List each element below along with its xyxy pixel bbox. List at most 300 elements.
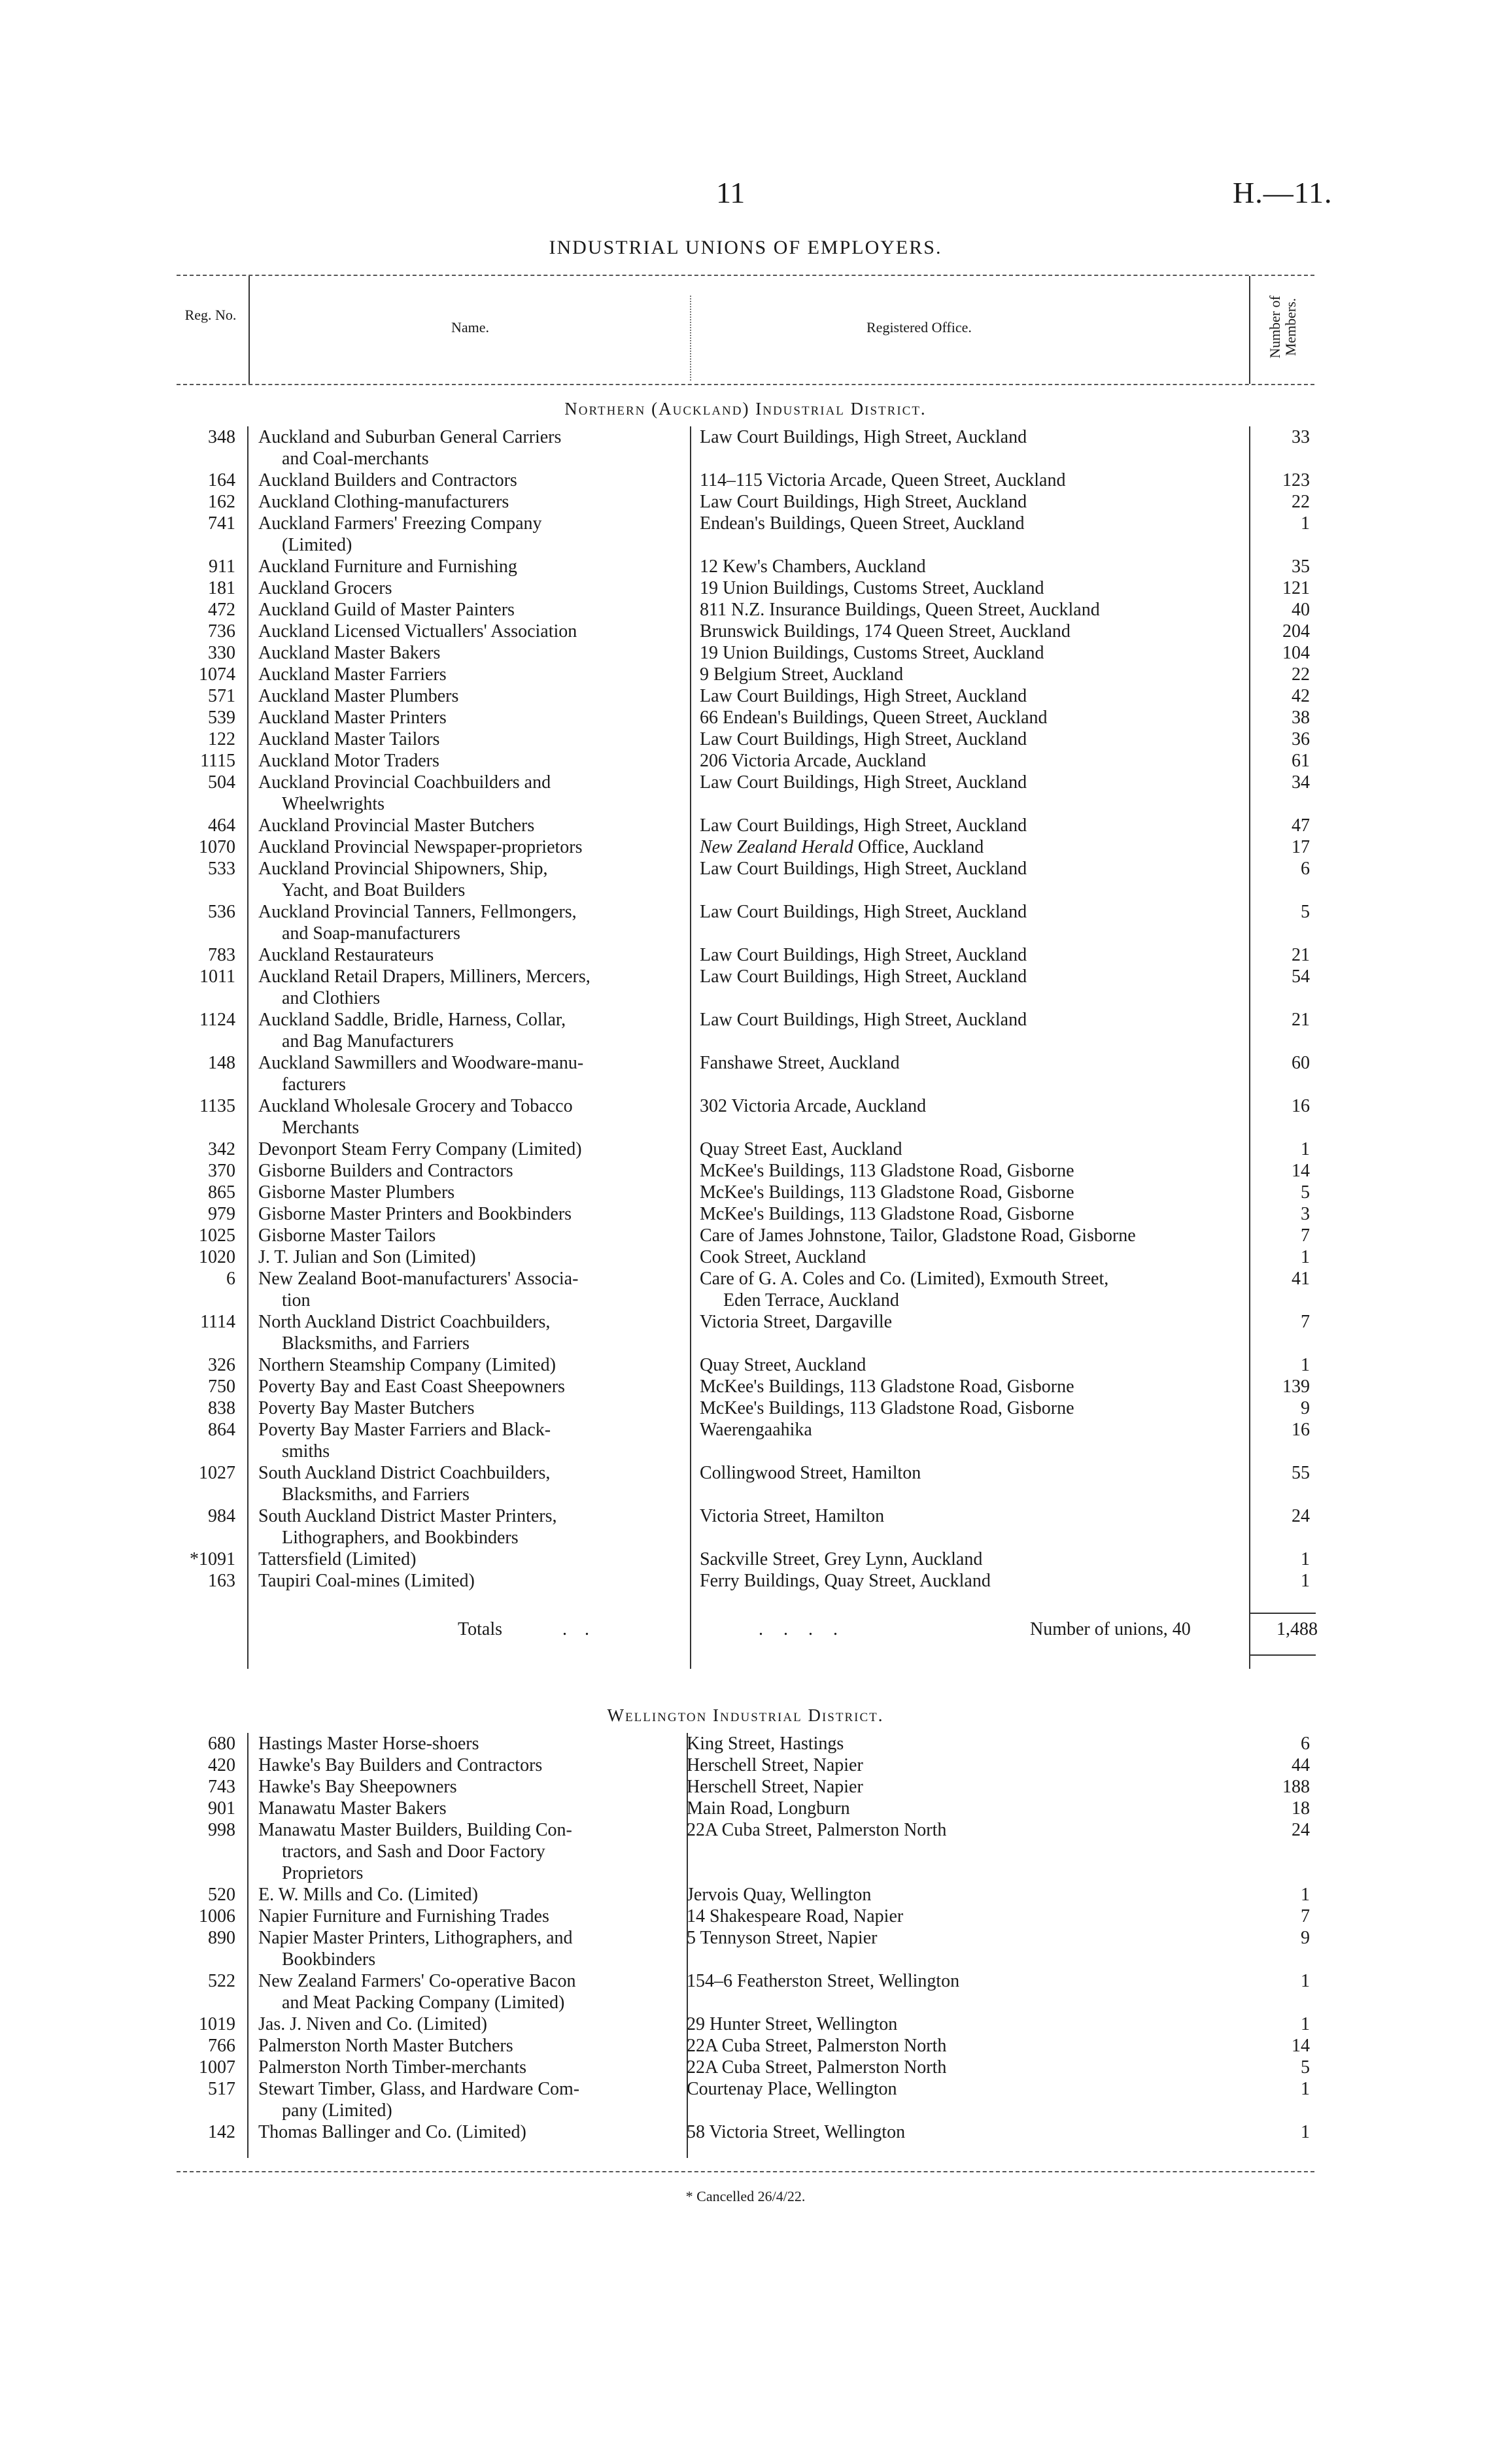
reg-number: 984 <box>208 1506 235 1526</box>
registered-office-line: 22A Cuba Street, Palmerston North <box>687 2036 947 2056</box>
union-name <box>258 750 677 772</box>
registered-office <box>700 1246 1429 1268</box>
union-name-cont: Wheelwrights <box>282 794 385 814</box>
reg-number: 472 <box>208 600 235 620</box>
member-count: 5 <box>1301 2057 1310 2078</box>
union-name <box>258 901 677 944</box>
union-name <box>258 1505 677 1549</box>
registered-office <box>700 664 1429 685</box>
reg-number: 1070 <box>199 837 235 857</box>
union-name-line: Auckland Farmers' Freezing Company <box>258 513 542 534</box>
union-name <box>258 2057 677 2078</box>
registered-office-line: Law Court Buildings, High Street, Auckland <box>700 729 1027 749</box>
union-name <box>258 707 677 728</box>
union-name <box>258 1419 677 1462</box>
union-name-cont: tion <box>282 1290 311 1310</box>
member-count: 5 <box>1301 1182 1310 1203</box>
reg-number: 680 <box>208 1734 235 1754</box>
registered-office <box>700 513 1429 534</box>
union-name-line: Auckland Provincial Newspaper-proprietors <box>258 837 583 857</box>
document-code: H.—11. <box>1233 176 1333 209</box>
member-count: 7 <box>1301 1312 1310 1332</box>
registered-office <box>700 491 1429 513</box>
member-count: 21 <box>1292 945 1310 965</box>
reg-number: 142 <box>208 2122 235 2142</box>
reg-number: 783 <box>208 945 235 965</box>
union-name-line: New Zealand Boot-manufacturers' Associa- <box>258 1269 579 1289</box>
registered-office-line: 19 Union Buildings, Customs Street, Auckland <box>700 578 1044 598</box>
union-name-cont: and Soap-manufacturers <box>282 923 460 944</box>
reg-number: 911 <box>209 556 235 577</box>
registered-office <box>700 1052 1429 1074</box>
registered-office-line: Care of James Johnstone, Tailor, Gladstone Road, Gisborne <box>700 1225 1136 1246</box>
wellington-table <box>177 1733 1314 2158</box>
union-name-line: Poverty Bay Master Butchers <box>258 1398 475 1418</box>
union-name-cont: Blacksmiths, and Farriers <box>282 1484 470 1505</box>
union-name-line: Gisborne Master Tailors <box>258 1225 436 1246</box>
reg-number: 750 <box>208 1377 235 1397</box>
member-count: 3 <box>1301 1204 1310 1224</box>
registered-office-line: Law Court Buildings, High Street, Auckland <box>700 945 1027 965</box>
reg-number: 536 <box>208 902 235 922</box>
member-count: 40 <box>1292 600 1310 620</box>
union-name <box>258 944 677 966</box>
union-name <box>258 858 677 901</box>
registered-office-cont: Eden Terrace, Auckland <box>723 1290 899 1310</box>
reg-number: 1020 <box>199 1247 235 1267</box>
union-name <box>258 599 677 621</box>
member-count: 33 <box>1292 427 1310 447</box>
union-name-line: Palmerston North Timber-merchants <box>258 2057 527 2078</box>
registered-office-line: Waerengaahika <box>700 1420 812 1440</box>
union-name <box>258 1733 677 1754</box>
registered-office-line: McKee's Buildings, 113 Gladstone Road, Gisborne <box>700 1182 1074 1203</box>
member-count: 21 <box>1292 1010 1310 1030</box>
reg-number: 890 <box>208 1928 235 1948</box>
member-count: 61 <box>1292 751 1310 771</box>
member-count: 38 <box>1292 708 1310 728</box>
member-count: 55 <box>1292 1463 1310 1483</box>
reg-number: 326 <box>208 1355 235 1375</box>
union-name <box>258 642 677 664</box>
member-count: 204 <box>1282 621 1310 642</box>
reg-number: 163 <box>208 1571 235 1591</box>
registered-office <box>700 858 1429 880</box>
registered-office <box>700 599 1429 621</box>
union-name <box>258 772 677 815</box>
registered-office <box>700 1462 1429 1484</box>
registered-office <box>700 577 1429 599</box>
reg-number: 1135 <box>199 1096 235 1116</box>
reg-number: 998 <box>208 1820 235 1840</box>
reg-number: 1114 <box>200 1312 235 1332</box>
registered-office-line: Law Court Buildings, High Street, Auckland <box>700 686 1027 706</box>
union-name-line: Auckland Grocers <box>258 578 392 598</box>
member-count: 42 <box>1292 686 1310 706</box>
member-count: 34 <box>1292 772 1310 793</box>
union-name-cont: and Meat Packing Company (Limited) <box>282 1993 565 2013</box>
union-name-line: Auckland Provincial Shipowners, Ship, <box>258 859 548 879</box>
union-name <box>258 2013 677 2035</box>
registered-office <box>700 1009 1429 1031</box>
registered-office <box>700 685 1429 707</box>
reg-number: 148 <box>208 1053 235 1073</box>
union-name <box>258 1570 677 1592</box>
reg-number: 766 <box>208 2036 235 2056</box>
reg-number: 330 <box>208 643 235 663</box>
union-name-line: Auckland Guild of Master Painters <box>258 600 515 620</box>
member-count: 1 <box>1301 1885 1310 1905</box>
registered-office-line: 14 Shakespeare Road, Napier <box>687 1906 904 1926</box>
reg-number: 1124 <box>199 1010 235 1030</box>
reg-number: 6 <box>226 1269 235 1289</box>
footnote: * Cancelled 26/4/22. <box>685 2188 806 2204</box>
union-name-line: Auckland Licensed Victuallers' Association <box>258 621 577 642</box>
member-count: 22 <box>1292 492 1310 512</box>
union-name-line: Tattersfield (Limited) <box>258 1549 417 1569</box>
registered-office-line: 29 Hunter Street, Wellington <box>687 2014 898 2034</box>
reg-number: 370 <box>208 1161 235 1181</box>
registered-office-line: Law Court Buildings, High Street, Auckland <box>700 492 1027 512</box>
union-name <box>258 1376 677 1397</box>
member-count: 1 <box>1301 513 1310 534</box>
registered-office <box>700 1311 1429 1333</box>
union-name <box>258 513 677 556</box>
registered-office-line: Victoria Street, Dargaville <box>700 1312 893 1332</box>
registered-office <box>700 556 1429 577</box>
registered-office <box>700 1182 1429 1203</box>
union-name <box>258 685 677 707</box>
registered-office-line: 12 Kew's Chambers, Auckland <box>700 556 926 577</box>
reg-number: 520 <box>208 1885 235 1905</box>
wellington-district-title: Wellington Industrial District. <box>607 1705 884 1725</box>
reg-number: 342 <box>208 1139 235 1159</box>
registered-office <box>700 815 1429 836</box>
registered-office-line: Law Court Buildings, High Street, Auckland <box>700 967 1027 987</box>
reg-number: 1019 <box>199 2014 235 2034</box>
registered-office-line: 66 Endean's Buildings, Queen Street, Auckland <box>700 708 1048 728</box>
union-name-line: Poverty Bay and East Coast Sheepowners <box>258 1377 565 1397</box>
union-name-line: Auckland Provincial Tanners, Fellmongers, <box>258 902 577 922</box>
registered-office-line: Main Road, Longburn <box>687 1798 850 1819</box>
member-count: 16 <box>1292 1420 1310 1440</box>
union-name <box>258 1354 677 1376</box>
reg-number: 901 <box>208 1798 235 1819</box>
registered-office-line: Law Court Buildings, High Street, Auckland <box>700 427 1027 447</box>
union-name-line: Auckland Master Farriers <box>258 664 447 685</box>
registered-office-line: 811 N.Z. Insurance Buildings, Queen Street, Auckland <box>700 600 1100 620</box>
member-count: 5 <box>1301 902 1310 922</box>
member-count: 41 <box>1292 1269 1310 1289</box>
union-name <box>258 1970 677 2013</box>
reg-number: 1027 <box>199 1463 235 1483</box>
union-name <box>258 1754 677 1776</box>
registered-office-line: 206 Victoria Arcade, Auckland <box>700 751 927 771</box>
member-count: 1 <box>1301 1571 1310 1591</box>
union-name <box>258 621 677 642</box>
union-name-line: E. W. Mills and Co. (Limited) <box>258 1885 478 1905</box>
union-name-line: Auckland Wholesale Grocery and Tobacco <box>258 1096 573 1116</box>
member-count: 6 <box>1301 1734 1310 1754</box>
reg-number: 420 <box>208 1755 235 1775</box>
union-name-line: Manawatu Master Bakers <box>258 1798 447 1819</box>
registered-office <box>700 944 1429 966</box>
column-header-office: Registered Office. <box>866 319 972 335</box>
union-name <box>258 1884 677 1906</box>
member-count: 1 <box>1301 1971 1310 1991</box>
registered-office <box>700 1570 1429 1592</box>
registered-office-line: Sackville Street, Grey Lynn, Auckland <box>700 1549 983 1569</box>
registered-office-line: Cook Street, Auckland <box>700 1247 866 1267</box>
member-count: 16 <box>1292 1096 1310 1116</box>
member-count: 14 <box>1292 2036 1310 2056</box>
registered-office <box>700 1397 1429 1419</box>
union-name-line: Jas. J. Niven and Co. (Limited) <box>258 2014 487 2034</box>
column-header-reg: Reg. No. <box>184 307 237 323</box>
registered-office <box>700 621 1429 642</box>
registered-office-line: Law Court Buildings, High Street, Auckland <box>700 859 1027 879</box>
registered-office-line: Care of G. A. Coles and Co. (Limited), Exmouth Street, <box>700 1269 1109 1289</box>
registered-office-line: Collingwood Street, Hamilton <box>700 1463 921 1483</box>
union-name-cont: facturers <box>282 1074 346 1095</box>
registered-office-line: 5 Tennyson Street, Napier <box>687 1928 878 1948</box>
registered-office-line: Jervois Quay, Wellington <box>687 1885 872 1905</box>
member-count: 1 <box>1301 2079 1310 2099</box>
union-name <box>258 1906 677 1927</box>
registered-office-line: New Zealand Herald Office, Auckland <box>700 837 984 857</box>
union-name-line: Auckland Master Bakers <box>258 643 441 663</box>
union-name-line: New Zealand Farmers' Co-operative Bacon <box>258 1971 576 1991</box>
reg-number: 162 <box>208 492 235 512</box>
registered-office-line: Victoria Street, Hamilton <box>700 1506 885 1526</box>
reg-number: 838 <box>208 1398 235 1418</box>
reg-number: 464 <box>208 815 235 836</box>
member-count: 24 <box>1292 1506 1310 1526</box>
reg-number: 122 <box>208 729 235 749</box>
column-header-members: Number of Members. <box>1267 296 1299 358</box>
member-count: 1 <box>1301 1139 1310 1159</box>
registered-office <box>700 1095 1429 1117</box>
union-name-cont: and Coal-merchants <box>282 449 429 469</box>
reg-number: 1115 <box>200 751 235 771</box>
registered-office-line: Law Court Buildings, High Street, Auckland <box>700 902 1027 922</box>
reg-number: 736 <box>208 621 235 642</box>
reg-number: 517 <box>208 2079 235 2099</box>
member-count: 22 <box>1292 664 1310 685</box>
union-name-cont: Blacksmiths, and Farriers <box>282 1333 470 1354</box>
member-count: 6 <box>1301 859 1310 879</box>
registered-office <box>700 1354 1429 1376</box>
union-name-cont: and Bag Manufacturers <box>282 1031 454 1052</box>
registered-office-line: Herschell Street, Napier <box>687 1777 863 1797</box>
member-count: 17 <box>1292 837 1310 857</box>
reg-number: 504 <box>208 772 235 793</box>
union-name-line: Napier Furniture and Furnishing Trades <box>258 1906 549 1926</box>
union-name-cont: Yacht, and Boat Builders <box>282 880 466 900</box>
union-name <box>258 556 677 577</box>
registered-office-line: Courtenay Place, Wellington <box>687 2079 897 2099</box>
member-count: 1 <box>1301 2122 1310 2142</box>
member-count: 9 <box>1301 1928 1310 1948</box>
union-name-line: Auckland Master Tailors <box>258 729 440 749</box>
member-count: 7 <box>1301 1225 1310 1246</box>
union-name <box>258 491 677 513</box>
union-name <box>258 1160 677 1182</box>
reg-number: 539 <box>208 708 235 728</box>
reg-number: 571 <box>208 686 235 706</box>
union-name-line: Auckland Builders and Contractors <box>258 470 517 490</box>
union-name-line: Northern Steamship Company (Limited) <box>258 1355 556 1375</box>
union-name <box>258 1225 677 1246</box>
registered-office <box>700 470 1429 491</box>
reg-number: 865 <box>208 1182 235 1203</box>
reg-number: 533 <box>208 859 235 879</box>
member-count: 139 <box>1282 1377 1310 1397</box>
union-name <box>258 2035 677 2057</box>
member-count: 14 <box>1292 1161 1310 1181</box>
registered-office <box>700 1268 1429 1311</box>
member-count: 1 <box>1301 1549 1310 1569</box>
registered-office-line: McKee's Buildings, 113 Gladstone Road, Gisborne <box>700 1377 1074 1397</box>
union-name-line: Hawke's Bay Builders and Contractors <box>258 1755 543 1775</box>
registered-office-line: McKee's Buildings, 113 Gladstone Road, Gisborne <box>700 1398 1074 1418</box>
union-name <box>258 470 677 491</box>
union-name-line: Auckland Clothing-manufacturers <box>258 492 509 512</box>
union-name-cont: Proprietors <box>282 1863 364 1883</box>
union-name-cont: Lithographers, and Bookbinders <box>282 1528 519 1548</box>
union-name <box>258 1798 677 1819</box>
union-name-line: Thomas Ballinger and Co. (Limited) <box>258 2122 526 2142</box>
registered-office <box>700 1549 1429 1570</box>
union-name-cont: tractors, and Sash and Door Factory <box>282 1841 545 1862</box>
reg-number: 1025 <box>199 1225 235 1246</box>
union-name <box>258 1268 677 1311</box>
union-name-cont: smiths <box>282 1441 330 1462</box>
union-name-line: Gisborne Master Printers and Bookbinders <box>258 1204 572 1224</box>
registered-office-line: 22A Cuba Street, Palmerston North <box>687 2057 947 2078</box>
member-count: 1 <box>1301 1247 1310 1267</box>
union-name-line: Auckland Restaurateurs <box>258 945 434 965</box>
union-name-cont: pany (Limited) <box>282 2100 392 2121</box>
northern-table <box>177 426 1314 1669</box>
reg-number: 979 <box>208 1204 235 1224</box>
union-name <box>258 1397 677 1419</box>
union-name <box>258 2078 677 2121</box>
union-name <box>258 2121 677 2143</box>
union-name <box>258 1549 677 1570</box>
registered-office <box>700 728 1429 750</box>
registered-office-line: 114–115 Victoria Arcade, Queen Street, Auckland <box>700 470 1066 490</box>
union-name-line: Auckland Furniture and Furnishing <box>258 556 517 577</box>
union-name-cont: (Limited) <box>282 535 352 555</box>
member-count: 104 <box>1282 643 1310 663</box>
northern-district-title: Northern (Auckland) Industrial District. <box>564 399 927 419</box>
registered-office-line: King Street, Hastings <box>687 1734 844 1754</box>
member-count: 47 <box>1292 815 1310 836</box>
totals-unions: Number of unions, 40 <box>1030 1619 1191 1639</box>
union-name <box>258 664 677 685</box>
member-count: 18 <box>1292 1798 1310 1819</box>
union-name-line: Auckland Provincial Coachbuilders and <box>258 772 551 793</box>
reg-number: 743 <box>208 1777 235 1797</box>
union-name <box>258 1203 677 1225</box>
member-count: 7 <box>1301 1906 1310 1926</box>
union-name-line: J. T. Julian and Son (Limited) <box>258 1247 476 1267</box>
union-name <box>258 1138 677 1160</box>
union-name <box>258 815 677 836</box>
registered-office-line: 154–6 Featherston Street, Wellington <box>687 1971 960 1991</box>
union-name-line: Gisborne Builders and Contractors <box>258 1161 513 1181</box>
document-title: INDUSTRIAL UNIONS OF EMPLOYERS. <box>549 237 942 258</box>
totals-leader-2: . . . . <box>759 1619 846 1639</box>
union-name-line: South Auckland District Coachbuilders, <box>258 1463 551 1483</box>
registered-office <box>700 1203 1429 1225</box>
union-name-line: Devonport Steam Ferry Company (Limited) <box>258 1139 582 1159</box>
registered-office-line: McKee's Buildings, 113 Gladstone Road, Gisborne <box>700 1204 1074 1224</box>
union-name-line: Auckland Provincial Master Butchers <box>258 815 535 836</box>
member-count: 36 <box>1292 729 1310 749</box>
union-name <box>258 1776 677 1798</box>
union-name-line: South Auckland District Master Printers, <box>258 1506 557 1526</box>
member-count: 1 <box>1301 1355 1310 1375</box>
union-name-line: Taupiri Coal-mines (Limited) <box>258 1571 475 1591</box>
member-count: 35 <box>1292 556 1310 577</box>
union-name-line: Gisborne Master Plumbers <box>258 1182 455 1203</box>
union-name-cont: Merchants <box>282 1118 360 1138</box>
reg-number: 1006 <box>199 1906 235 1926</box>
reg-number: 181 <box>208 578 235 598</box>
union-name <box>258 1819 677 1884</box>
member-count: 123 <box>1282 470 1310 490</box>
registered-office <box>700 772 1429 793</box>
registered-office-line: Law Court Buildings, High Street, Auckland <box>700 1010 1027 1030</box>
union-name-line: Stewart Timber, Glass, and Hardware Com- <box>258 2079 580 2099</box>
union-name-line: Manawatu Master Builders, Building Con- <box>258 1820 572 1840</box>
registered-office-line: Brunswick Buildings, 174 Queen Street, Auckland <box>700 621 1071 642</box>
union-name <box>258 1009 677 1052</box>
registered-office <box>700 750 1429 772</box>
union-name <box>258 1462 677 1505</box>
registered-office <box>700 642 1429 664</box>
registered-office <box>700 1505 1429 1527</box>
column-header-name: Name. <box>451 319 490 335</box>
union-name <box>258 1311 677 1354</box>
registered-office-line: Herschell Street, Napier <box>687 1755 863 1775</box>
union-name-line: Poverty Bay Master Farriers and Black- <box>258 1420 551 1440</box>
member-count: 44 <box>1292 1755 1310 1775</box>
member-count: 188 <box>1282 1777 1310 1797</box>
registered-office-line: Ferry Buildings, Quay Street, Auckland <box>700 1571 991 1591</box>
table-header <box>177 275 1314 385</box>
member-count: 24 <box>1292 1820 1310 1840</box>
totals-members: 1,488 <box>1277 1619 1318 1639</box>
totals-leader: . . <box>562 1619 596 1639</box>
member-count: 1 <box>1301 2014 1310 2034</box>
member-count: 121 <box>1282 578 1310 598</box>
union-name <box>258 1052 677 1095</box>
registered-office <box>700 707 1429 728</box>
member-count: 60 <box>1292 1053 1310 1073</box>
registered-office-line: Endean's Buildings, Queen Street, Auckland <box>700 513 1025 534</box>
reg-number: 741 <box>208 513 235 534</box>
reg-number: 1011 <box>199 967 235 987</box>
registered-office-line: Law Court Buildings, High Street, Auckland <box>700 815 1027 836</box>
union-name <box>258 577 677 599</box>
union-name-line: Hawke's Bay Sheepowners <box>258 1777 457 1797</box>
registered-office <box>700 1376 1429 1397</box>
union-name <box>258 1246 677 1268</box>
registered-office-line: Quay Street East, Auckland <box>700 1139 902 1159</box>
